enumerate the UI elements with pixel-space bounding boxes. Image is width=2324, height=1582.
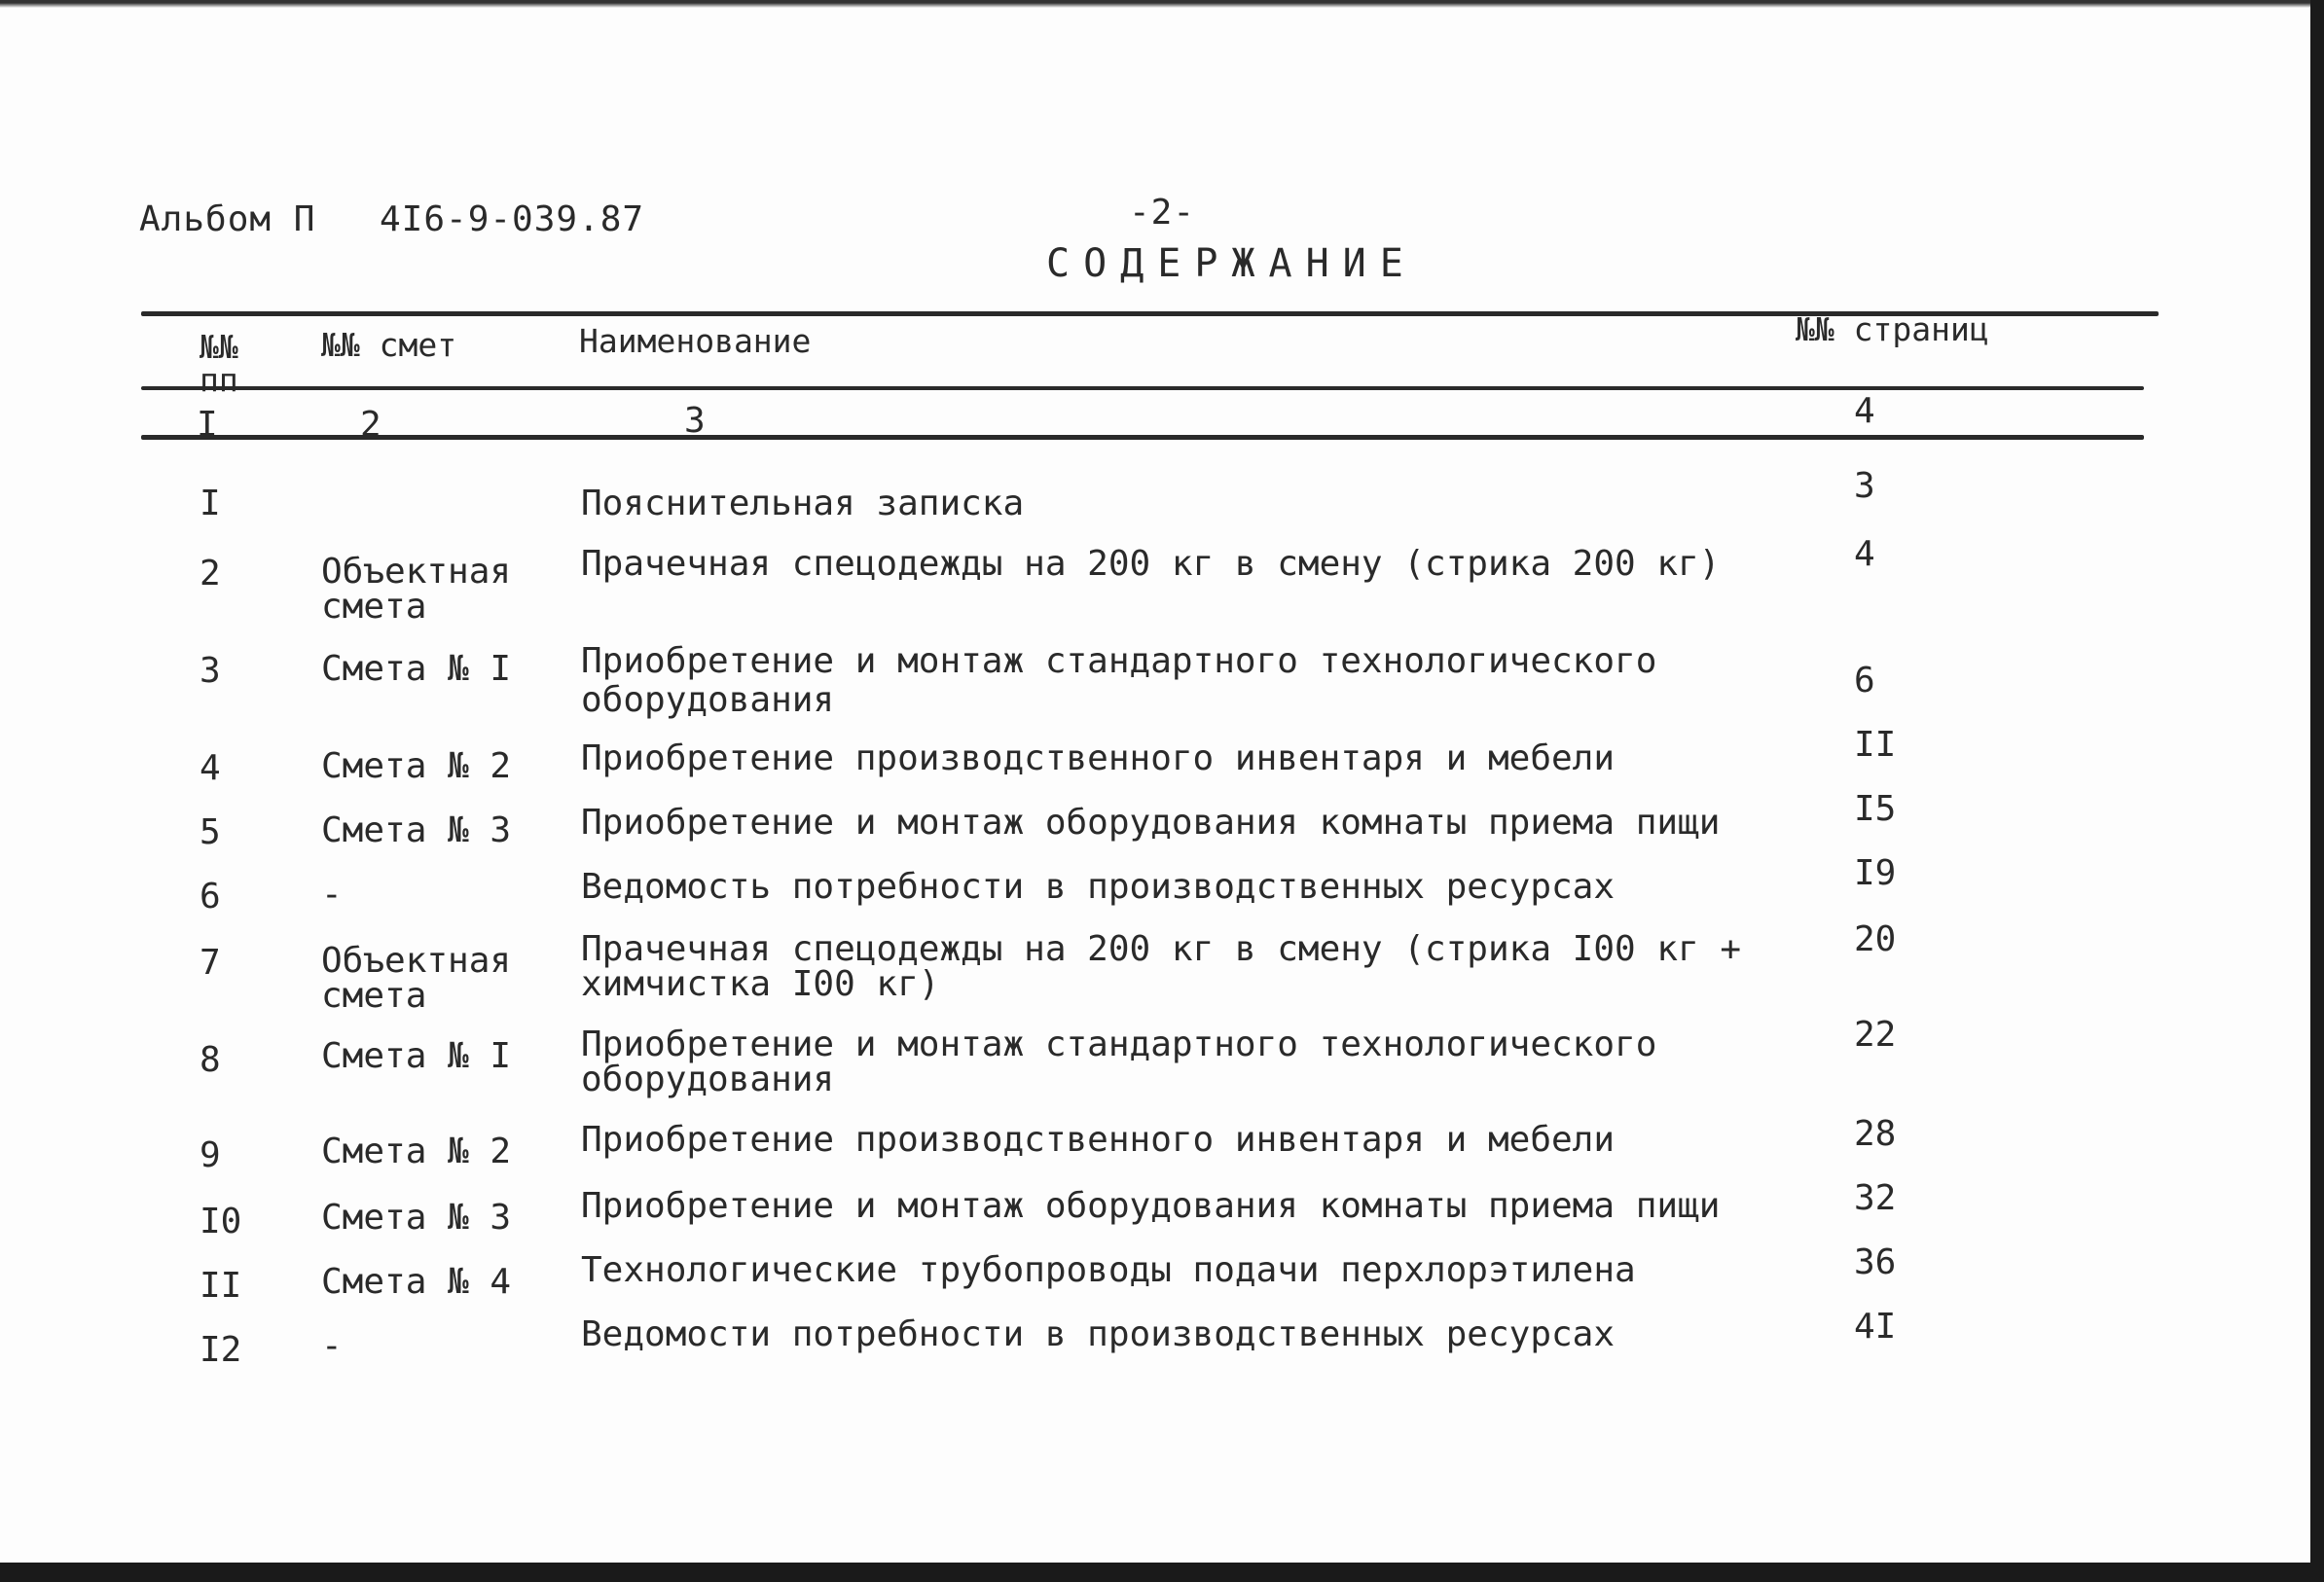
row-number: 9 xyxy=(200,1135,221,1175)
row-estimate: Смета № 4 xyxy=(321,1262,512,1302)
row-estimate: Смета № 2 xyxy=(321,1132,512,1171)
row-page: 20 xyxy=(1854,919,1897,959)
column-header-pages: №№ страниц xyxy=(1796,310,1989,348)
row-number: 2 xyxy=(200,554,221,593)
row-page: 6 xyxy=(1854,661,1875,701)
row-name: Прачечная спецодежды на 200 кг в смену (стрика I00 кг + химчистка I00 кг) xyxy=(581,929,1742,1004)
album-label: Альбом П xyxy=(139,199,316,239)
header-rule xyxy=(141,386,2144,390)
row-number: I xyxy=(200,484,221,523)
row-estimate: - xyxy=(321,875,343,915)
row-name: Технологические трубопроводы подачи перхлорэтилена xyxy=(581,1250,1636,1290)
row-estimate: Объектная смета xyxy=(321,552,512,627)
column-number: 3 xyxy=(684,401,706,441)
scan-edge-right xyxy=(2310,0,2324,1582)
row-name: Приобретение и монтаж оборудования комнаты приема пищи xyxy=(581,803,1721,843)
row-number: I0 xyxy=(200,1202,242,1241)
row-estimate: Смета № 2 xyxy=(321,746,512,786)
column-number: I xyxy=(197,405,218,445)
row-page: 4 xyxy=(1854,534,1875,574)
row-estimate: Объектная смета xyxy=(321,941,512,1016)
row-estimate: Смета № I xyxy=(321,1036,512,1076)
row-page: II xyxy=(1854,725,1897,765)
row-estimate: Смета № I xyxy=(321,649,512,689)
row-number: 5 xyxy=(200,812,221,852)
row-estimate: - xyxy=(321,1326,343,1366)
column-number: 4 xyxy=(1854,391,1875,431)
row-name: Приобретение производственного инвентаря и мебели xyxy=(581,1120,1616,1160)
row-name: Приобретение и монтаж стандартного технологического оборудования xyxy=(581,1025,1657,1099)
column-number: 2 xyxy=(360,405,381,445)
row-page: 32 xyxy=(1854,1178,1897,1218)
row-name: Приобретение и монтаж стандартного технологического оборудования xyxy=(581,641,1657,720)
page-title: СОДЕРЖАНИЕ xyxy=(1046,241,1417,286)
row-page: 36 xyxy=(1854,1242,1897,1282)
row-page: 28 xyxy=(1854,1114,1897,1154)
column-header-name: Наименование xyxy=(579,322,812,360)
page-number: -2- xyxy=(1129,193,1196,233)
row-page: I9 xyxy=(1854,853,1897,893)
row-name: Прачечная спецодежды на 200 кг в смену (стрика 200 кг) xyxy=(581,544,1721,584)
column-number-rule xyxy=(141,435,2144,440)
row-number: 7 xyxy=(200,943,221,983)
row-number: 4 xyxy=(200,748,221,788)
row-name: Приобретение и монтаж оборудования комнаты приема пищи xyxy=(581,1186,1721,1226)
row-estimate: Смета № 3 xyxy=(321,1198,512,1238)
document-code: 4I6-9-039.87 xyxy=(380,199,645,239)
column-header-no: №№ пп xyxy=(200,328,238,399)
row-page: 3 xyxy=(1854,466,1875,506)
scan-edge-bottom xyxy=(0,1563,2324,1582)
row-number: 8 xyxy=(200,1040,221,1080)
scan-edge-top xyxy=(0,0,2324,8)
row-name: Приобретение производственного инвентаря и мебели xyxy=(581,738,1616,778)
column-header-estimate: №№ смет xyxy=(321,326,457,364)
row-number: I2 xyxy=(200,1330,242,1370)
row-estimate: Смета № 3 xyxy=(321,810,512,850)
row-number: 3 xyxy=(200,651,221,691)
row-name: Ведомость потребности в производственных ресурсах xyxy=(581,867,1616,907)
row-number: II xyxy=(200,1266,242,1306)
row-page: 4I xyxy=(1854,1307,1897,1347)
row-page: I5 xyxy=(1854,789,1897,829)
row-number: 6 xyxy=(200,877,221,917)
row-name: Ведомости потребности в производственных ресурсах xyxy=(581,1314,1616,1354)
row-page: 22 xyxy=(1854,1015,1897,1055)
row-name: Пояснительная записка xyxy=(581,484,1025,523)
